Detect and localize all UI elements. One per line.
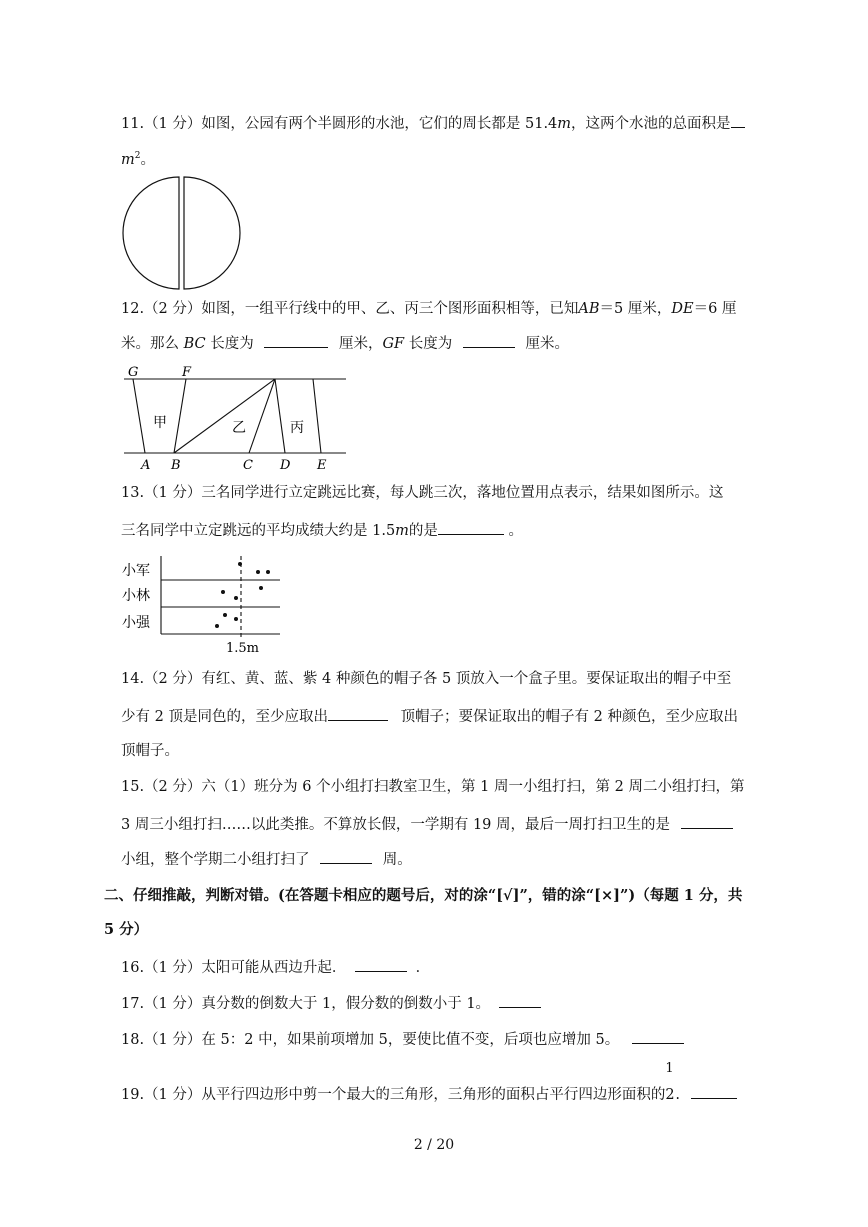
label-A: A [141, 458, 151, 473]
label-G: G [128, 365, 139, 380]
q18: 18.（1 分）在 5：2 中，如果前项增加 5，要使比值不变，后项也应增加 5。 [121, 1029, 684, 1050]
q13-line2: 三名同学中立定跳远的平均成绩大约是 1.5m的是 。 [121, 520, 523, 541]
q18-blank[interactable] [632, 1029, 684, 1044]
q17-blank[interactable] [499, 993, 541, 1008]
mark-label: 1.5m [226, 641, 260, 656]
q11-line1: 11.（1 分）如图，公园有两个半圆形的水池，它们的周长都是 51.4m，这两个水池的总面积是 [121, 113, 745, 134]
q13-jump-figure [120, 552, 288, 657]
q15-line1: 15.（2 分）六（1）班分为 6 个小组打扫教室卫生，第 1 周一小组打扫，第 2 周二小组打扫，第 [121, 779, 745, 795]
q12-line1: 12.（2 分）如图，一组平行线中的甲、乙、丙三个图形面积相等，已知AB＝5 厘米，DE＝6 厘 [121, 301, 737, 317]
region-jia: 甲 [153, 415, 167, 431]
label-F: F [182, 365, 192, 380]
q13-line1: 13.（1 分）三名同学进行立定跳远比赛，每人跳三次，落地位置用点表示，结果如图所示。这 [121, 485, 724, 501]
page-number: 2 / 20 [413, 1137, 455, 1153]
q14-line1: 14.（2 分）有红、黄、蓝、紫 4 种颜色的帽子各 5 顶放入一个盒子里。要保证取出的帽子中至 [121, 671, 732, 687]
right-semicircle [184, 177, 240, 289]
row-xiaojun: 小军 [122, 563, 150, 579]
label-C: C [243, 458, 253, 473]
q12-gf-blank[interactable] [463, 333, 515, 348]
row-xiaolin: 小林 [122, 588, 150, 604]
q16: 16.（1 分）太阳可能从西边升起． ． [121, 957, 430, 978]
q11-answer-blank[interactable] [731, 113, 745, 128]
section2-heading-line2: 5 分） [104, 921, 149, 938]
label-D: D [280, 458, 291, 473]
label-E: E [317, 458, 327, 473]
q19-fraction: 1 2 [665, 1061, 675, 1103]
row-xiaoqiang: 小强 [122, 615, 150, 631]
q12-bc-blank[interactable] [264, 333, 328, 348]
label-B: B [171, 458, 181, 473]
q14-blank1[interactable] [328, 706, 388, 721]
q12-line2: 米。那么 BC 长度为 厘米，GF 长度为 厘米。 [121, 333, 569, 354]
q19-blank[interactable] [691, 1084, 737, 1099]
region-yi: 乙 [232, 420, 246, 436]
q15-line3: 小组，整个学期二小组打扫了 周。 [121, 849, 412, 870]
q16-blank[interactable] [355, 957, 407, 972]
q14-line3: 顶帽子。 [121, 743, 179, 759]
q19: 19.（1 分）从平行四边形中剪一个最大的三角形，三角形的面积占平行四边形面积的 1 2. [121, 1084, 737, 1105]
q12-parallel-lines-figure [118, 362, 350, 474]
q11-line2: $m^2$。 [121, 151, 155, 168]
q14-line2: 少有 2 顶是同色的，至少应取出 顶帽子；要保证取出的帽子有 2 种颜色，至少应取出 [121, 706, 738, 727]
region-bing: 丙 [290, 420, 304, 436]
q13-answer-blank[interactable] [438, 520, 504, 535]
left-semicircle [123, 177, 179, 289]
q11-semicircle-figure [122, 175, 244, 291]
q15-blank2[interactable] [320, 849, 372, 864]
q15-blank1[interactable] [681, 814, 733, 829]
q15-line2: 3 周三小组打扫……以此类推。不算放长假，一学期有 19 周，最后一周打扫卫生的是 [121, 814, 733, 835]
section2-heading-line1: 二、仔细推敲，判断对错。(在答题卡相应的题号后，对的涂“[√]”，错的涂“[×]”)（每题 1 分，共 [104, 887, 743, 904]
q17: 17.（1 分）真分数的倒数大于 1，假分数的倒数小于 1。 [121, 993, 541, 1014]
